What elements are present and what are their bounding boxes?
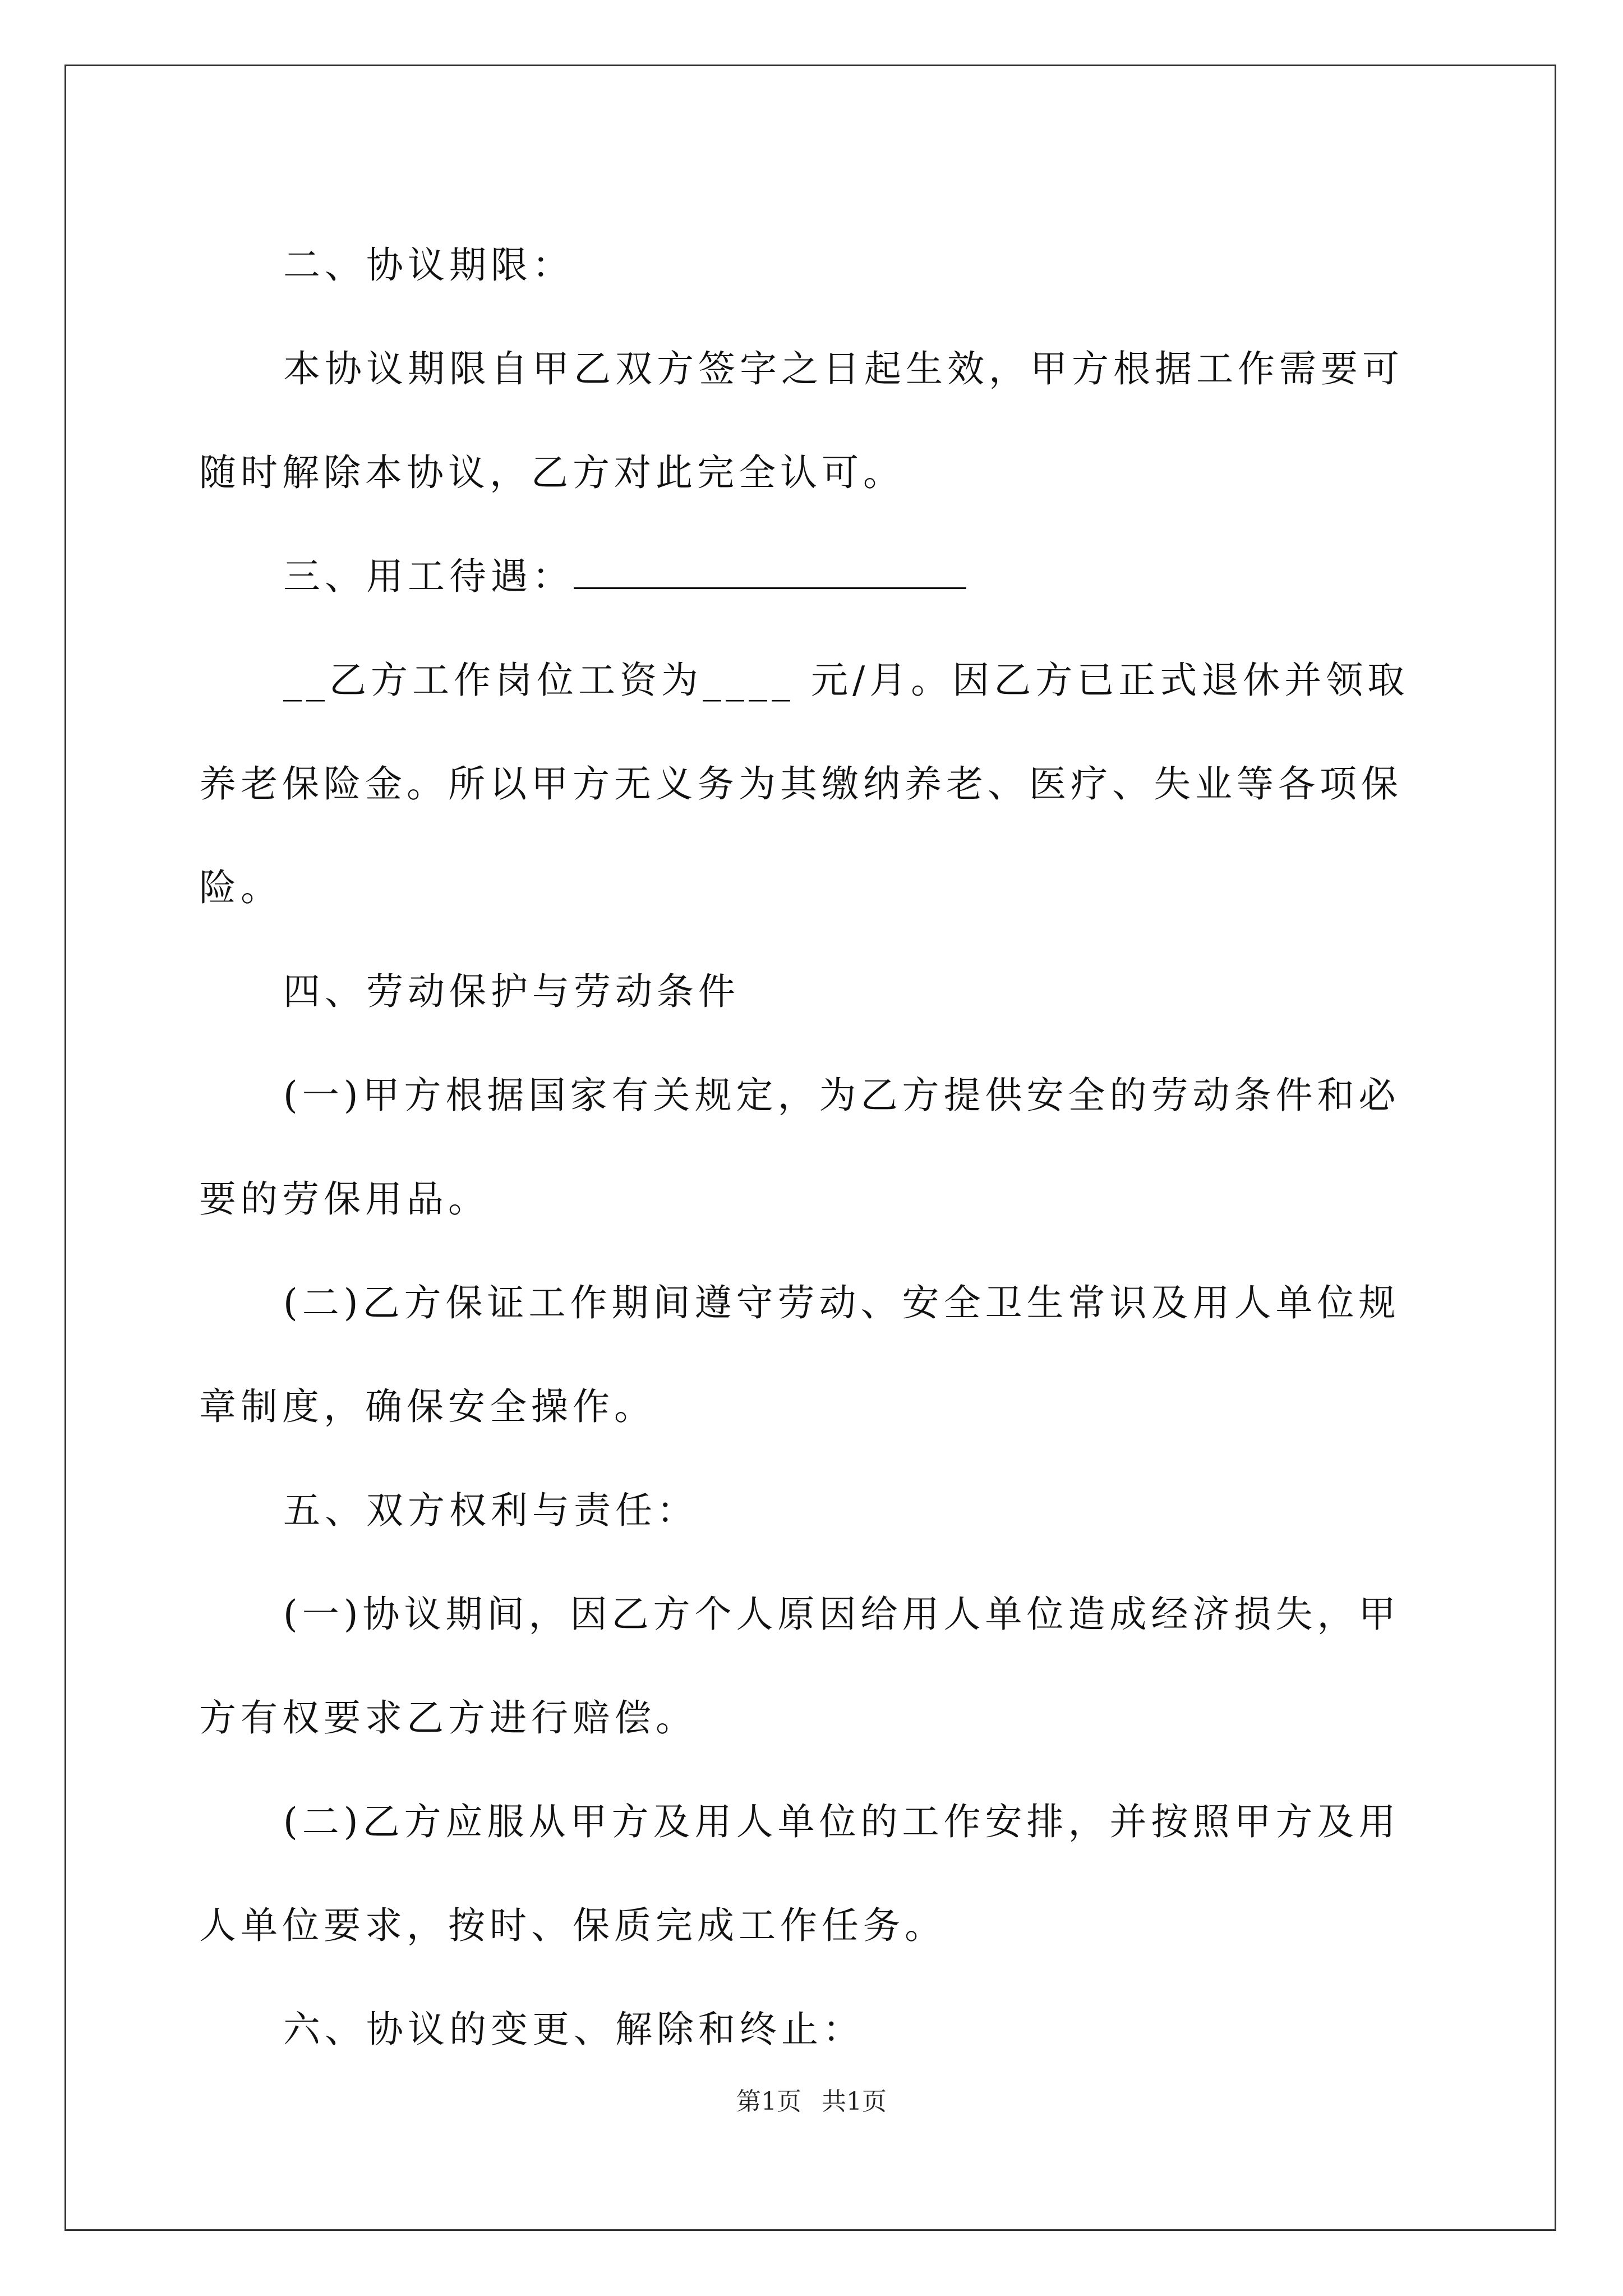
page-footer — [0, 2081, 1623, 2117]
page-number: 第1页 — [736, 2087, 801, 2116]
paragraph-protection-1: (一)甲方根据国家有关规定，为乙方提供安全的劳动条件和必要的劳保用品。 — [199, 1074, 1400, 1221]
section-heading-changes: 六、协议的变更、解除和终止： — [283, 2008, 864, 2051]
section-heading-protection: 四、劳动保护与劳动条件 — [283, 970, 740, 1013]
paragraph-term-details: 本协议期限自甲乙双方签字之日起生效，甲方根据工作需要可随时解除本协议，乙方对此完全认可。 — [199, 347, 1404, 494]
section-heading-treatment-label: 三、用工待遇： — [283, 555, 574, 598]
paragraph-protection-2: (二)乙方保证工作期间遵守劳动、安全卫生常识及用人单位规章制度，确保安全操作。 — [199, 1281, 1400, 1428]
paragraph-rights-1: (一)协议期间，因乙方个人原因给用人单位造成经济损失，甲方有权要求乙方进行赔偿。 — [199, 1593, 1400, 1740]
section-heading-treatment — [199, 524, 1433, 628]
section-heading-rights: 五、双方权利与责任： — [283, 1489, 698, 1532]
page-total: 共1页 — [822, 2087, 887, 2116]
section-heading-term: 二、协议期限： — [283, 243, 574, 287]
paragraph-rights-2: (二)乙方应服从甲方及用人单位的工作安排，并按照甲方及用人单位要求，按时、保质完成工作任务。 — [199, 1800, 1400, 1947]
paragraph-salary: __乙方工作岗位工资为____ 元/月。因乙方已正式退休并领取养老保险金。所以甲方无义务为其缴纳养老、医疗、失业等各项保险。 — [199, 659, 1409, 909]
fill-in-blank — [574, 550, 966, 589]
document-body — [199, 213, 1433, 2081]
